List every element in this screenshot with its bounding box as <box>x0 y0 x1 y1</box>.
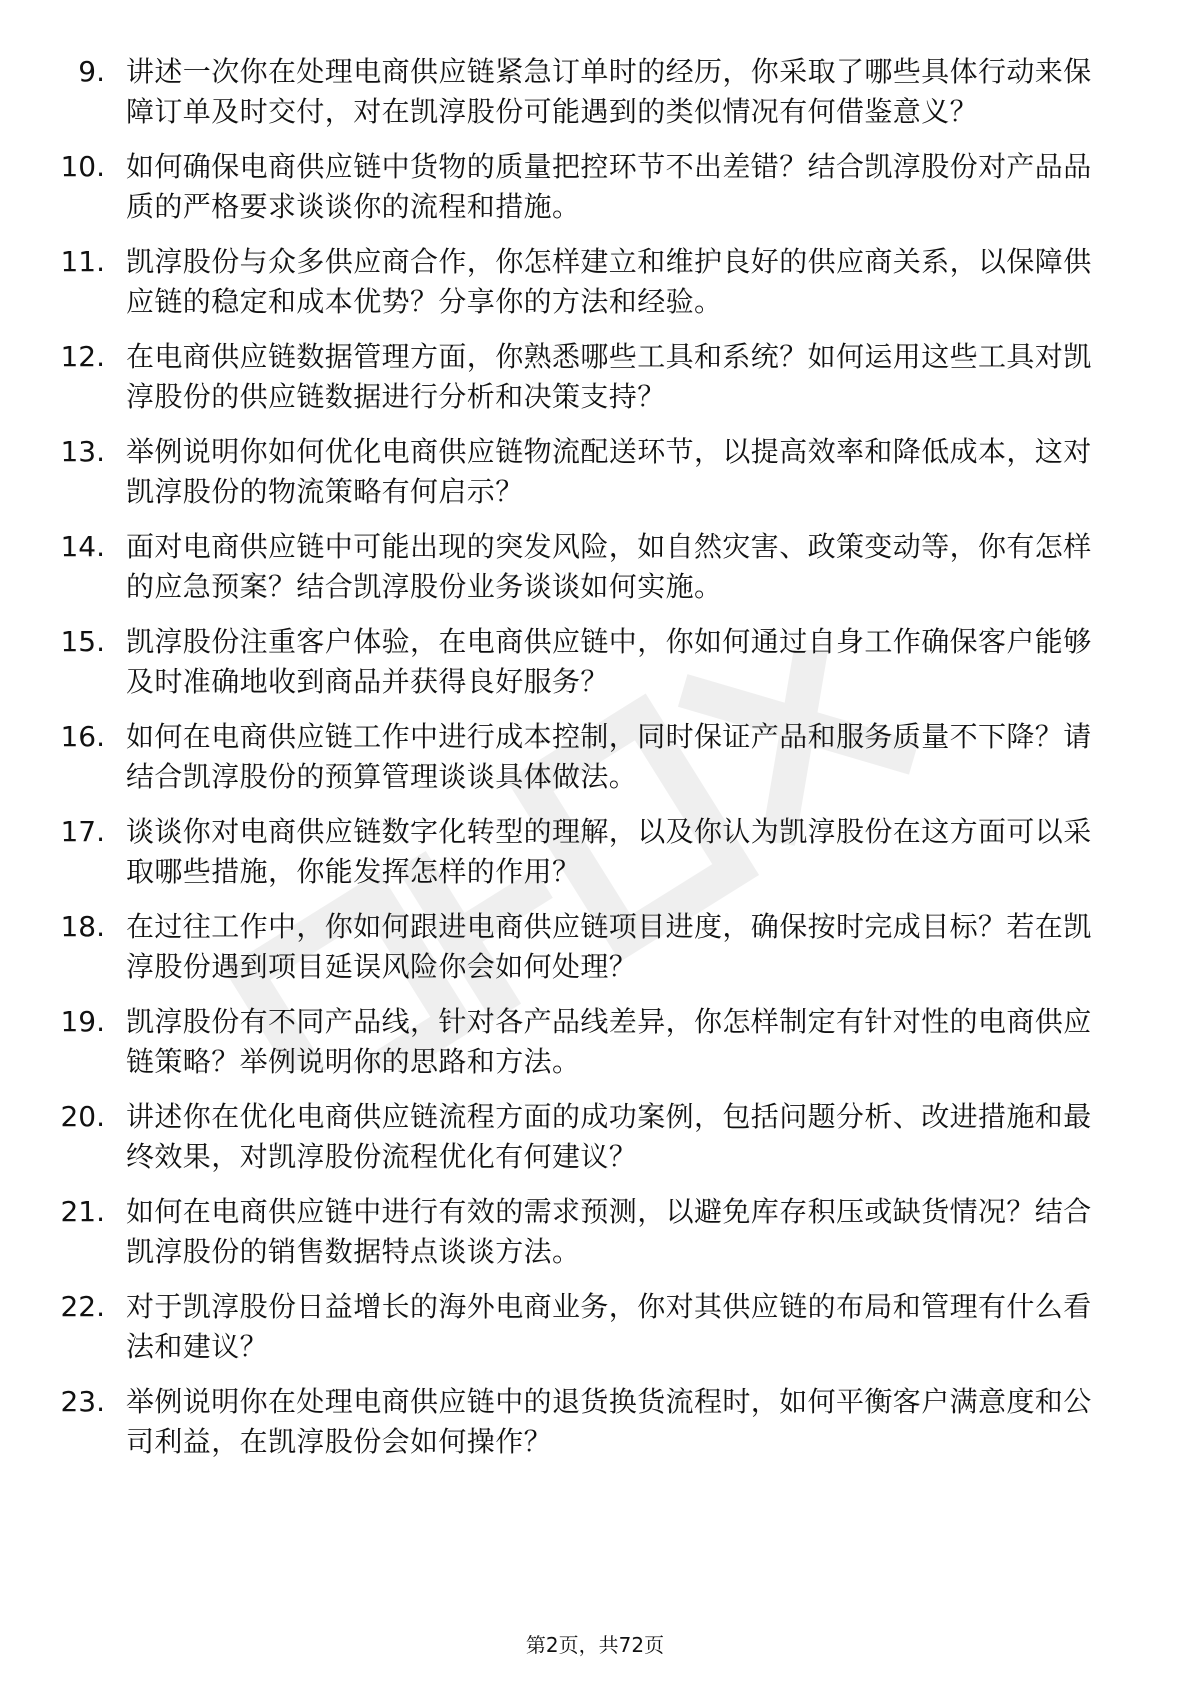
question-number: 17. <box>60 815 105 848</box>
list-item <box>0 432 1190 512</box>
list-item <box>0 337 1190 417</box>
question-number: 14. <box>60 530 105 563</box>
question-text: 如何确保电商供应链中货物的质量把控环节不出差错？结合凯淳股份对产品品质的严格要求谈谈你的流程和措施。 <box>126 150 1092 223</box>
question-text: 凯淳股份注重客户体验，在电商供应链中，你如何通过自身工作确保客户能够及时准确地收到商品并获得良好服务？ <box>126 625 1092 698</box>
list-item <box>0 147 1190 227</box>
list-item <box>0 527 1190 607</box>
list-item <box>0 907 1190 987</box>
question-number: 18. <box>60 910 105 943</box>
question-text: 凯淳股份与众多供应商合作，你怎样建立和维护良好的供应商关系，以保障供应链的稳定和成本优势？分享你的方法和经验。 <box>126 245 1092 318</box>
question-text: 讲述你在优化电商供应链流程方面的成功案例，包括问题分析、改进措施和最终效果，对凯淳股份流程优化有何建议？ <box>126 1100 1092 1173</box>
list-item <box>0 1002 1190 1082</box>
page-footer: 第2页，共72页 <box>525 1633 665 1657</box>
list-item <box>0 812 1190 892</box>
list-item <box>0 717 1190 797</box>
list-item <box>0 242 1190 322</box>
list-item <box>0 1287 1190 1367</box>
question-text: 谈谈你对电商供应链数字化转型的理解，以及你认为凯淳股份在这方面可以采取哪些措施，你能发挥怎样的作用？ <box>126 815 1092 888</box>
question-text: 面对电商供应链中可能出现的突发风险，如自然灾害、政策变动等，你有怎样的应急预案？结合凯淳股份业务谈谈如何实施。 <box>126 530 1092 603</box>
question-text: 在过往工作中，你如何跟进电商供应链项目进度，确保按时完成目标？若在凯淳股份遇到项目延误风险你会如何处理？ <box>126 910 1092 983</box>
question-number: 15. <box>60 625 105 658</box>
question-number: 16. <box>60 720 105 753</box>
question-text: 凯淳股份有不同产品线，针对各产品线差异，你怎样制定有针对性的电商供应链策略？举例说明你的思路和方法。 <box>126 1005 1092 1078</box>
question-number: 23. <box>60 1385 105 1418</box>
question-number: 11. <box>60 245 105 278</box>
question-number: 20. <box>60 1100 105 1133</box>
list-item <box>0 52 1190 132</box>
question-text: 在电商供应链数据管理方面，你熟悉哪些工具和系统？如何运用这些工具对凯淳股份的供应链数据进行分析和决策支持？ <box>126 340 1092 413</box>
list-item <box>0 1382 1190 1462</box>
question-number: 9. <box>78 55 105 88</box>
list-item <box>0 1192 1190 1272</box>
question-number: 22. <box>60 1290 105 1323</box>
question-number: 10. <box>60 150 105 183</box>
question-number: 21. <box>60 1195 105 1228</box>
question-list <box>0 52 1190 1477</box>
list-item <box>0 1097 1190 1177</box>
question-text: 举例说明你如何优化电商供应链物流配送环节，以提高效率和降低成本，这对凯淳股份的物流策略有何启示？ <box>126 435 1092 508</box>
question-text: 讲述一次你在处理电商供应链紧急订单时的经历，你采取了哪些具体行动来保障订单及时交付，对在凯淳股份可能遇到的类似情况有何借鉴意义？ <box>126 55 1092 128</box>
question-number: 12. <box>60 340 105 373</box>
question-text: 举例说明你在处理电商供应链中的退货换货流程时，如何平衡客户满意度和公司利益，在凯淳股份会如何操作？ <box>126 1385 1092 1458</box>
list-item <box>0 622 1190 702</box>
question-text: 对于凯淳股份日益增长的海外电商业务，你对其供应链的布局和管理有什么看法和建议？ <box>126 1290 1092 1363</box>
question-number: 13. <box>60 435 105 468</box>
question-text: 如何在电商供应链中进行有效的需求预测，以避免库存积压或缺货情况？结合凯淳股份的销售数据特点谈谈方法。 <box>126 1195 1092 1268</box>
question-number: 19. <box>60 1005 105 1038</box>
question-text: 如何在电商供应链工作中进行成本控制，同时保证产品和服务质量不下降？请结合凯淳股份的预算管理谈谈具体做法。 <box>126 720 1092 793</box>
